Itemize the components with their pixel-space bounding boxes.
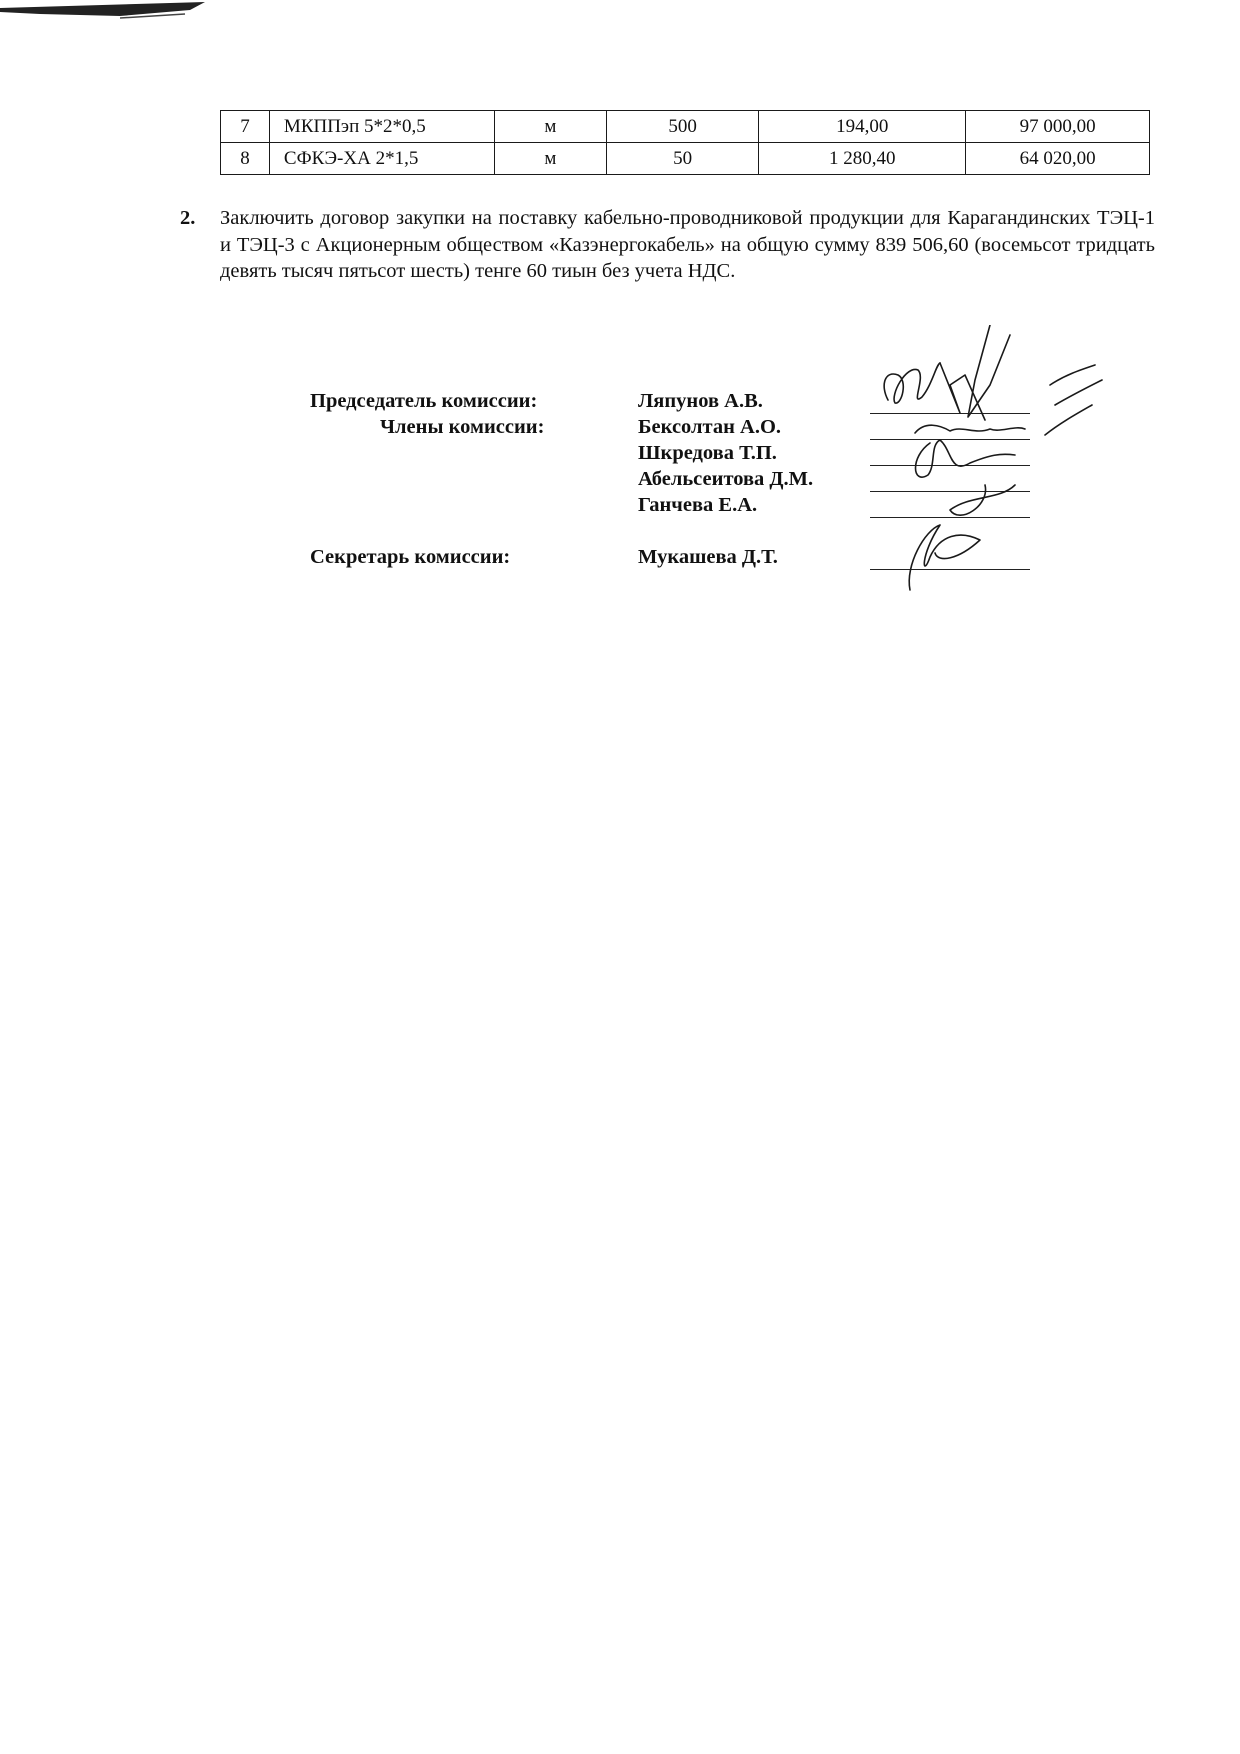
member-name: Абельсеитова Д.М. [638, 468, 814, 490]
secretary-label: Секретарь комиссии: [310, 546, 511, 568]
chairman-name: Ляпунов А.В. [638, 390, 763, 412]
item-quantity: 50 [607, 143, 759, 175]
members-label: Члены комиссии: [380, 416, 545, 438]
cable-items-table [220, 110, 1150, 175]
item-price: 194,00 [759, 111, 966, 143]
item-name: СФКЭ-ХА 2*1,5 [269, 143, 494, 175]
item-unit: м [494, 143, 606, 175]
decision-paragraph [180, 205, 1155, 285]
secretary-name: Мукашева Д.Т. [638, 546, 778, 568]
chairman-label: Председатель комиссии: [310, 390, 538, 412]
item-sum: 64 020,00 [966, 143, 1150, 175]
member-name: Шкредова Т.П. [638, 442, 777, 464]
item-sum: 97 000,00 [966, 111, 1150, 143]
item-unit: м [494, 111, 606, 143]
member-name: Бексолтан А.О. [638, 416, 782, 438]
item-quantity: 500 [607, 111, 759, 143]
item-name: МКППэп 5*2*0,5 [269, 111, 494, 143]
table-row [221, 111, 1150, 143]
paragraph-number: 2. [180, 207, 196, 229]
item-price: 1 280,40 [759, 143, 966, 175]
member-name: Ганчева Е.А. [638, 494, 758, 516]
scan-artifact-mark [0, 0, 205, 30]
table-row [221, 143, 1150, 175]
row-number: 7 [221, 111, 270, 143]
handwritten-signatures [840, 325, 1160, 625]
row-number: 8 [221, 143, 270, 175]
paragraph-text: Заключить договор закупки на поставку кабельно-проводниковой продукции для Карагандинских ТЭЦ-1 и ТЭЦ-3 с Акционерным обществом «Казэнергокабель» на общую сумму 839 506,60 (восемьсот тридцать девять тысяч пятьсот шесть) тенге 60 тиын без учета НДС. [220, 207, 1155, 282]
